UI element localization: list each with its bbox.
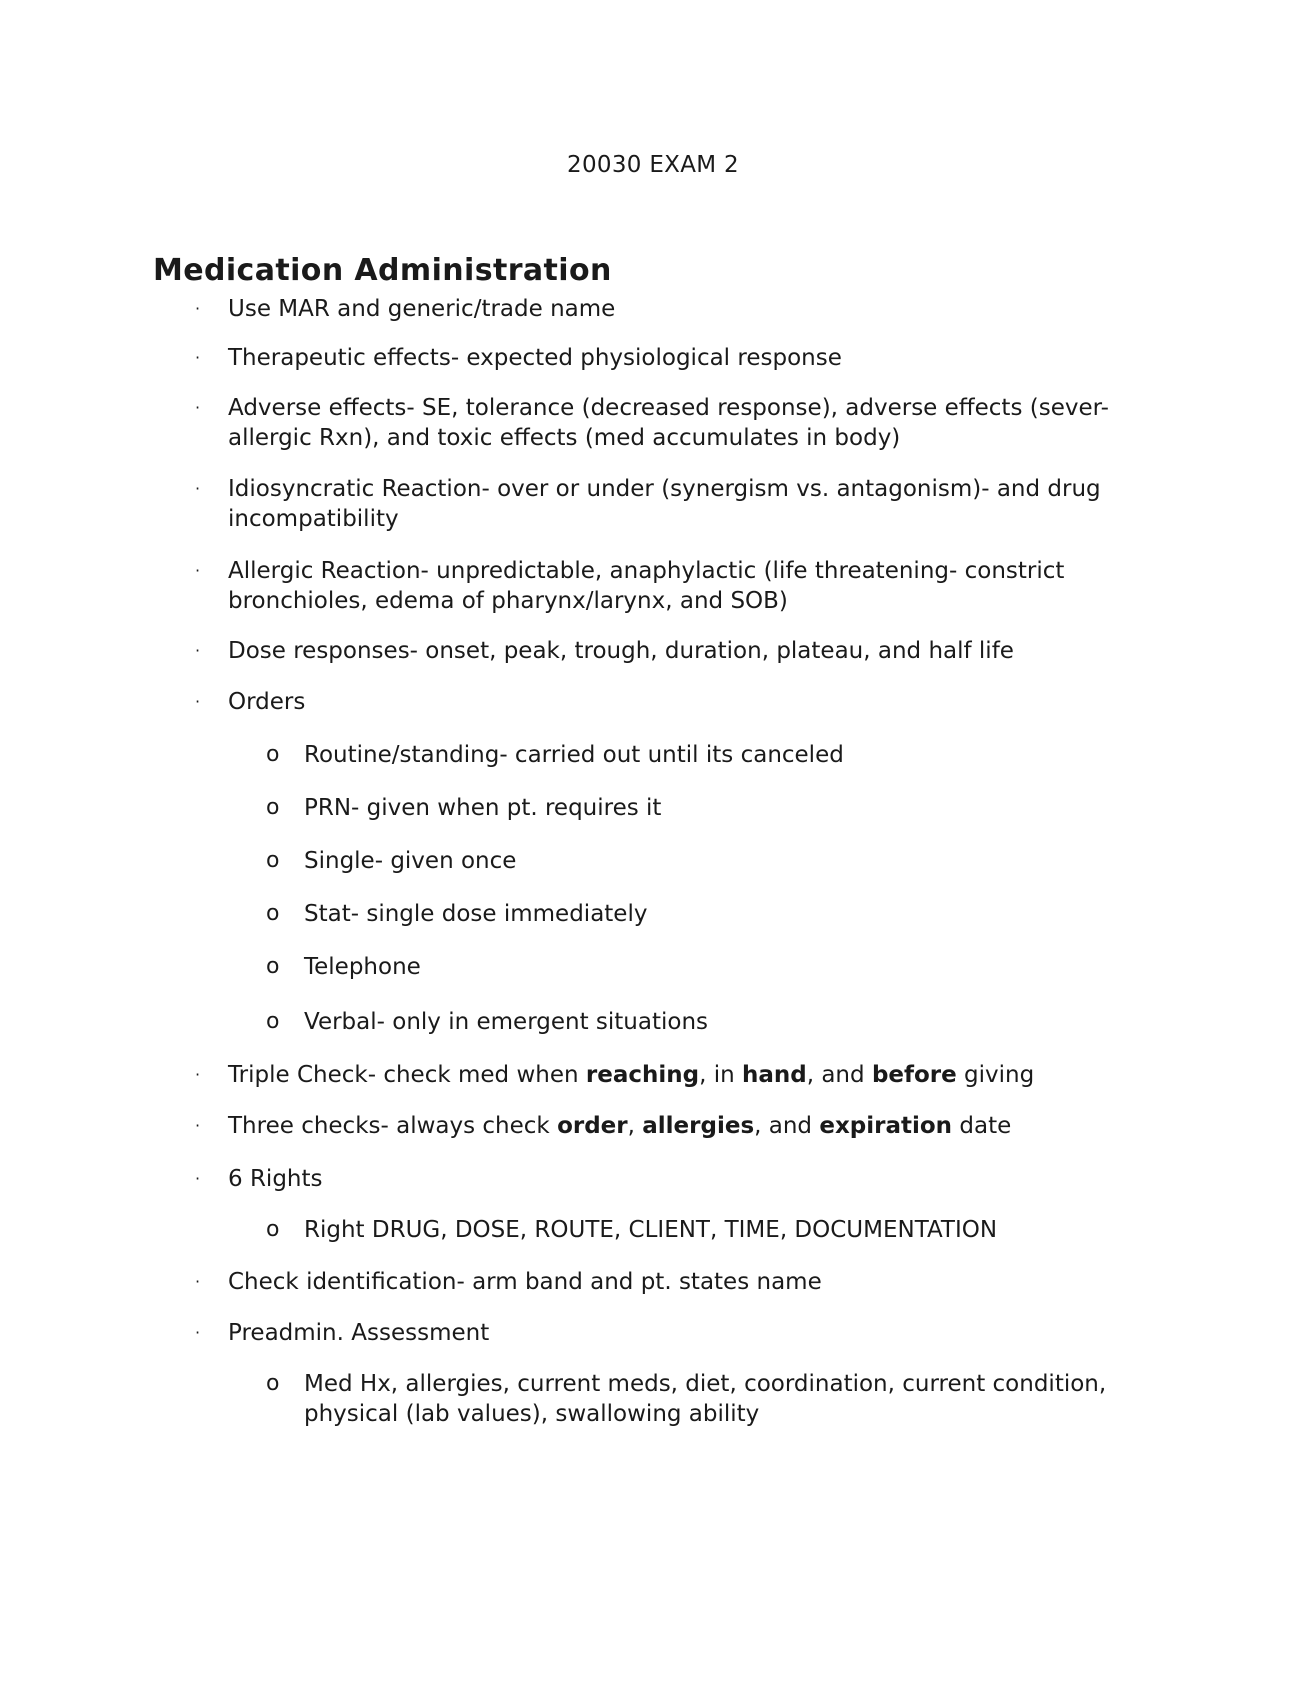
sub-list-item bbox=[266, 952, 1134, 982]
bullet-marker: · bbox=[195, 1065, 201, 1084]
list-item-text: Stat- single dose immediately bbox=[304, 901, 648, 927]
list-item-text: Med Hx, allergies, current meds, diet, coordination, current condition, physical (lab values), swallowing ability bbox=[304, 1371, 1107, 1427]
sub-list-item bbox=[266, 1369, 1134, 1429]
list-item-text: Telephone bbox=[304, 954, 421, 980]
sub-list-item bbox=[266, 1007, 1134, 1037]
sub-bullet-marker: o bbox=[266, 901, 280, 926]
list-item bbox=[195, 687, 1128, 717]
emphasis: reaching bbox=[585, 1062, 700, 1088]
sub-bullet-marker: o bbox=[266, 795, 280, 820]
sub-list-item bbox=[266, 740, 1134, 770]
list-item-text: Orders bbox=[228, 689, 306, 715]
bullet-marker: · bbox=[195, 641, 201, 660]
list-item-text: Therapeutic effects- expected physiological response bbox=[228, 345, 842, 371]
bullet-marker: · bbox=[195, 1323, 201, 1342]
list-item bbox=[195, 343, 1128, 373]
bullet-marker: · bbox=[195, 1116, 201, 1135]
bullet-marker: · bbox=[195, 1272, 201, 1291]
list-item bbox=[195, 1267, 1128, 1297]
list-item-text: 6 Rights bbox=[228, 1166, 323, 1192]
sub-bullet-marker: o bbox=[266, 1217, 280, 1242]
sub-bullet-marker: o bbox=[266, 954, 280, 979]
sub-bullet-marker: o bbox=[266, 848, 280, 873]
emphasis: allergies bbox=[642, 1113, 755, 1139]
list-item bbox=[195, 1164, 1128, 1194]
list-item-text: Dose responses- onset, peak, trough, duration, plateau, and half life bbox=[228, 638, 1014, 664]
list-item-text: Preadmin. Assessment bbox=[228, 1320, 490, 1346]
section-heading: Medication Administration bbox=[153, 253, 612, 288]
list-item-text: Three checks- always check order, allergies, and expiration date bbox=[228, 1113, 1012, 1139]
list-item-text: Verbal- only in emergent situations bbox=[304, 1009, 709, 1035]
list-item-text: Use MAR and generic/trade name bbox=[228, 296, 616, 322]
list-item bbox=[195, 1060, 1128, 1090]
bullet-marker: · bbox=[195, 561, 201, 580]
sub-bullet-marker: o bbox=[266, 1371, 280, 1396]
emphasis: order bbox=[557, 1113, 628, 1139]
list-item bbox=[195, 393, 1128, 453]
sub-list-item bbox=[266, 793, 1134, 823]
sub-bullet-marker: o bbox=[266, 742, 280, 767]
list-item-text: Idiosyncratic Reaction- over or under (synergism vs. antagonism)- and drug incompatibility bbox=[228, 476, 1101, 532]
list-item-text: PRN- given when pt. requires it bbox=[304, 795, 662, 821]
list-item bbox=[195, 294, 1128, 324]
list-item bbox=[195, 1111, 1128, 1141]
sub-list-item bbox=[266, 846, 1134, 876]
list-item bbox=[195, 636, 1128, 666]
emphasis: expiration bbox=[819, 1113, 953, 1139]
sub-bullet-marker: o bbox=[266, 1009, 280, 1034]
list-item bbox=[195, 1318, 1128, 1348]
list-item bbox=[195, 556, 1128, 616]
list-item bbox=[195, 474, 1128, 534]
list-item-text: Allergic Reaction- unpredictable, anaphylactic (life threatening- constrict bronchioles, edema of pharynx/larynx, and SOB) bbox=[228, 558, 1065, 614]
sub-list-item bbox=[266, 899, 1134, 929]
emphasis: hand bbox=[741, 1062, 807, 1088]
bullet-marker: · bbox=[195, 348, 201, 367]
bullet-marker: · bbox=[195, 1169, 201, 1188]
list-item-text: Adverse effects- SE, tolerance (decreased response), adverse effects (sever-allergic Rxn), and toxic effects (med accumulates in body) bbox=[228, 395, 1109, 451]
list-item-text: Triple Check- check med when reaching, in hand, and before giving bbox=[228, 1062, 1035, 1088]
bullet-marker: · bbox=[195, 299, 201, 318]
list-item-text: Right DRUG, DOSE, ROUTE, CLIENT, TIME, DOCUMENTATION bbox=[304, 1217, 998, 1243]
bullet-marker: · bbox=[195, 479, 201, 498]
bullet-marker: · bbox=[195, 692, 201, 711]
bullet-marker: · bbox=[195, 398, 201, 417]
list-item-text: Single- given once bbox=[304, 848, 517, 874]
list-item-text: Routine/standing- carried out until its canceled bbox=[304, 742, 844, 768]
emphasis: before bbox=[871, 1062, 957, 1088]
document-title: 20030 EXAM 2 bbox=[567, 152, 739, 178]
list-item-text: Check identification- arm band and pt. states name bbox=[228, 1269, 822, 1295]
sub-list-item bbox=[266, 1215, 1134, 1245]
